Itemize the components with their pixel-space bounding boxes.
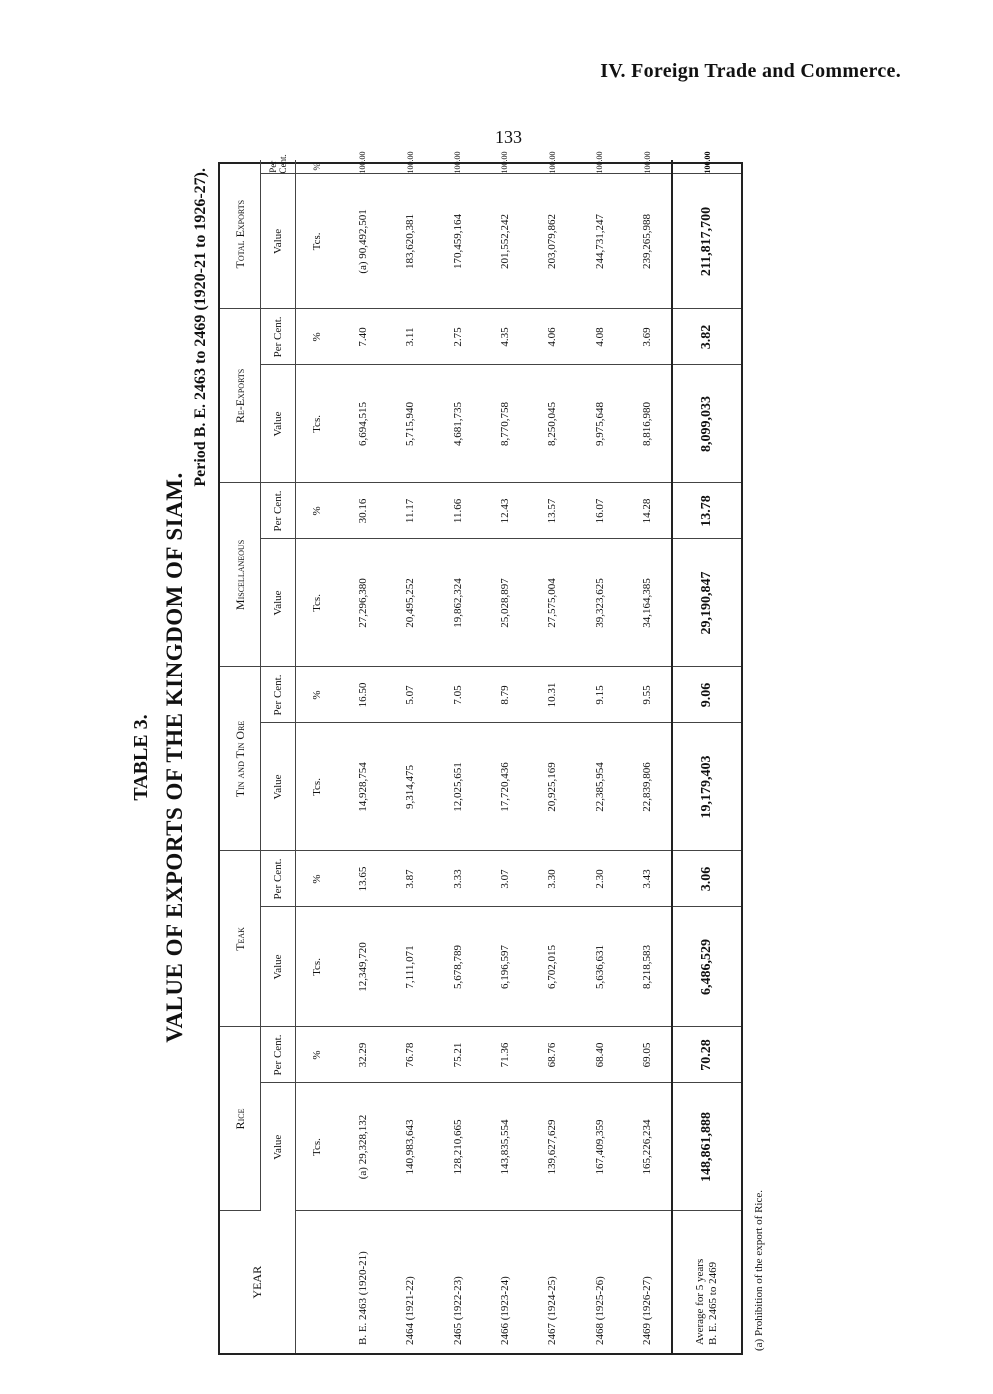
value-cell: 22,385,954 <box>576 723 623 851</box>
percent-cell: 4.08 <box>576 309 623 365</box>
percent-cell: 7.05 <box>434 667 481 723</box>
percent-cell: 13.57 <box>529 483 576 539</box>
value-cell: 239,265,988 <box>624 174 673 309</box>
average-percent-cell: 3.82 <box>672 309 741 365</box>
table-row <box>624 160 673 1353</box>
value-cell: 8,816,980 <box>624 365 673 483</box>
percent-cell: 3.87 <box>386 851 433 907</box>
value-header: Value <box>261 539 296 667</box>
footnote: (a) Prohibition of the export of Rice. <box>753 1190 765 1351</box>
value-cell: 34,164,385 <box>624 539 673 667</box>
value-cell: 183,620,381 <box>386 174 433 309</box>
percent-cell: 8.79 <box>481 667 528 723</box>
value-cell: 12,025,651 <box>434 723 481 851</box>
unit-percent: % <box>296 483 339 539</box>
year-cell: 2465 (1922-23) <box>451 1276 464 1345</box>
average-value-cell: 29,190,847 <box>672 539 741 667</box>
value-header: Value <box>261 1083 296 1211</box>
year-cell: 2468 (1925-26) <box>593 1276 606 1345</box>
value-cell: 9,314,475 <box>386 723 433 851</box>
percent-header: Per Cent. <box>261 851 296 907</box>
section-header: IV. Foreign Trade and Commerce. <box>600 60 901 82</box>
value-cell: 17,720,436 <box>481 723 528 851</box>
value-cell: 6,196,597 <box>481 907 528 1027</box>
value-cell: 201,552,242 <box>481 174 528 309</box>
percent-cell: 12.43 <box>481 483 528 539</box>
table-row <box>481 160 528 1353</box>
value-cell: 203,079,862 <box>529 174 576 309</box>
percent-cell: 3.07 <box>481 851 528 907</box>
value-header: Value <box>261 723 296 851</box>
value-cell: 4,681,735 <box>434 365 481 483</box>
percent-cell: 32.29 <box>339 1027 386 1083</box>
value-cell: 8,218,583 <box>624 907 673 1027</box>
percent-header: Per Cent. <box>261 160 296 174</box>
unit-percent: % <box>296 1027 339 1083</box>
value-cell: 19,862,324 <box>434 539 481 667</box>
percent-cell: 100.00 <box>339 160 386 174</box>
percent-cell: 3.43 <box>624 851 673 907</box>
value-cell: 6,702,015 <box>529 907 576 1027</box>
percent-cell: 76.78 <box>386 1027 433 1083</box>
percent-cell: 3.69 <box>624 309 673 365</box>
group-header: Re-Exports <box>220 309 261 483</box>
year-header: YEAR <box>220 1211 296 1353</box>
value-cell: (a) 29,328,132 <box>339 1083 386 1211</box>
year-cell: 2467 (1924-25) <box>546 1276 559 1345</box>
percent-header: Per Cent. <box>261 667 296 723</box>
year-cell: 2466 (1923-24) <box>498 1276 511 1345</box>
value-cell: 5,678,789 <box>434 907 481 1027</box>
unit-value: Tcs. <box>296 1083 339 1211</box>
average-year-cell <box>672 1211 741 1353</box>
exports-table-frame <box>218 151 743 1355</box>
table-title: VALUE OF EXPORTS OF THE KINGDOM OF SIAM. <box>162 472 187 1043</box>
percent-cell: 11.66 <box>434 483 481 539</box>
value-cell: 6,694,515 <box>339 365 386 483</box>
value-cell: 128,210,665 <box>434 1083 481 1211</box>
value-header: Value <box>261 907 296 1027</box>
value-cell: 167,409,359 <box>576 1083 623 1211</box>
percent-cell: 100.00 <box>529 160 576 174</box>
percent-cell: 14.28 <box>624 483 673 539</box>
average-label-line2: B. E. 2465 to 2469 <box>707 1261 720 1345</box>
percent-header: Per Cent. <box>261 309 296 365</box>
average-value-cell: 148,861,888 <box>672 1083 741 1211</box>
value-cell: 140,983,643 <box>386 1083 433 1211</box>
percent-cell: 75.21 <box>434 1027 481 1083</box>
average-value-cell: 6,486,529 <box>672 907 741 1027</box>
percent-cell: 4.35 <box>481 309 528 365</box>
percent-cell: 68.40 <box>576 1027 623 1083</box>
average-percent-cell: 13.78 <box>672 483 741 539</box>
value-cell: 143,835,554 <box>481 1083 528 1211</box>
value-cell: 244,731,247 <box>576 174 623 309</box>
percent-cell: 9.15 <box>576 667 623 723</box>
unit-percent: % <box>296 851 339 907</box>
average-value-cell: 211,817,700 <box>672 174 741 309</box>
percent-cell: 100.00 <box>481 160 528 174</box>
average-percent-cell: 9.06 <box>672 667 741 723</box>
percent-cell: 13.65 <box>339 851 386 907</box>
unit-percent: % <box>296 309 339 365</box>
percent-header: Per Cent. <box>261 1027 296 1083</box>
percent-cell: 100.00 <box>434 160 481 174</box>
percent-cell: 3.33 <box>434 851 481 907</box>
value-cell: 25,028,897 <box>481 539 528 667</box>
group-header: Total Exports <box>220 160 261 309</box>
percent-cell: 30.16 <box>339 483 386 539</box>
percent-cell: 10.31 <box>529 667 576 723</box>
percent-cell: 9.55 <box>624 667 673 723</box>
average-value-cell: 8,099,033 <box>672 365 741 483</box>
page-number: 133 <box>495 127 522 147</box>
percent-cell: 100.00 <box>576 160 623 174</box>
value-cell: 27,296,380 <box>339 539 386 667</box>
unit-percent: % <box>296 667 339 723</box>
percent-cell: 68.76 <box>529 1027 576 1083</box>
unit-value: Tcs. <box>296 539 339 667</box>
percent-cell: 16.07 <box>576 483 623 539</box>
value-header: Value <box>261 365 296 483</box>
group-header: Rice <box>220 1027 261 1211</box>
group-header: Teak <box>220 851 261 1027</box>
table-row <box>386 160 433 1353</box>
percent-cell: 16.50 <box>339 667 386 723</box>
table-number: TABLE 3. <box>130 714 152 801</box>
average-label-line1: Average for 5 years <box>694 1258 707 1345</box>
value-cell: 5,636,631 <box>576 907 623 1027</box>
year-cell: 2469 (1926-27) <box>641 1276 654 1345</box>
value-cell: (a) 90,492,501 <box>339 174 386 309</box>
table-row <box>529 160 576 1353</box>
percent-cell: 5.07 <box>386 667 433 723</box>
unit-row <box>296 160 339 1353</box>
value-cell: 27,575,004 <box>529 539 576 667</box>
value-cell: 20,925,169 <box>529 723 576 851</box>
unit-value: Tcs. <box>296 907 339 1027</box>
percent-cell: 71.36 <box>481 1027 528 1083</box>
table-row <box>339 160 386 1353</box>
value-cell: 139,627,629 <box>529 1083 576 1211</box>
value-cell: 7,111,071 <box>386 907 433 1027</box>
value-cell: 165,226,234 <box>624 1083 673 1211</box>
percent-cell: 7.40 <box>339 309 386 365</box>
percent-cell: 4.06 <box>529 309 576 365</box>
value-cell: 14,928,754 <box>339 723 386 851</box>
rotated-table-page <box>108 151 778 1355</box>
table-row <box>434 160 481 1353</box>
value-cell: 8,770,758 <box>481 365 528 483</box>
percent-cell: 3.30 <box>529 851 576 907</box>
percent-cell: 11.17 <box>386 483 433 539</box>
average-percent-cell: 70.28 <box>672 1027 741 1083</box>
value-cell: 39,323,625 <box>576 539 623 667</box>
table-row <box>576 160 623 1353</box>
value-cell: 8,250,045 <box>529 365 576 483</box>
value-header: Value <box>261 174 296 309</box>
group-header: Miscellaneous <box>220 483 261 667</box>
average-percent-cell: 3.06 <box>672 851 741 907</box>
percent-cell: 2.75 <box>434 309 481 365</box>
group-header: Tin and Tin Ore <box>220 667 261 851</box>
exports-table <box>220 151 741 1353</box>
average-percent-cell: 100.00 <box>672 160 741 174</box>
percent-cell: 69.05 <box>624 1027 673 1083</box>
percent-cell: 3.11 <box>386 309 433 365</box>
unit-percent: % <box>296 160 339 174</box>
year-cell: 2464 (1921-22) <box>404 1276 417 1345</box>
value-cell: 5,715,940 <box>386 365 433 483</box>
value-cell: 9,975,648 <box>576 365 623 483</box>
unit-value: Tcs. <box>296 723 339 851</box>
value-cell: 170,459,164 <box>434 174 481 309</box>
percent-cell: 2.30 <box>576 851 623 907</box>
unit-value: Tcs. <box>296 174 339 309</box>
percent-header: Per Cent. <box>261 483 296 539</box>
percent-cell: 100.00 <box>624 160 673 174</box>
table-period: Period B. E. 2463 to 2469 (1920-21 to 1926-27). <box>192 168 209 487</box>
average-value-cell: 19,179,403 <box>672 723 741 851</box>
value-cell: 20,495,252 <box>386 539 433 667</box>
unit-value: Tcs. <box>296 365 339 483</box>
year-cell: B. E. 2463 (1920-21) <box>356 1251 369 1345</box>
average-row <box>672 160 741 1353</box>
value-cell: 12,349,720 <box>339 907 386 1027</box>
percent-cell: 100.00 <box>386 160 433 174</box>
value-cell: 22,839,806 <box>624 723 673 851</box>
